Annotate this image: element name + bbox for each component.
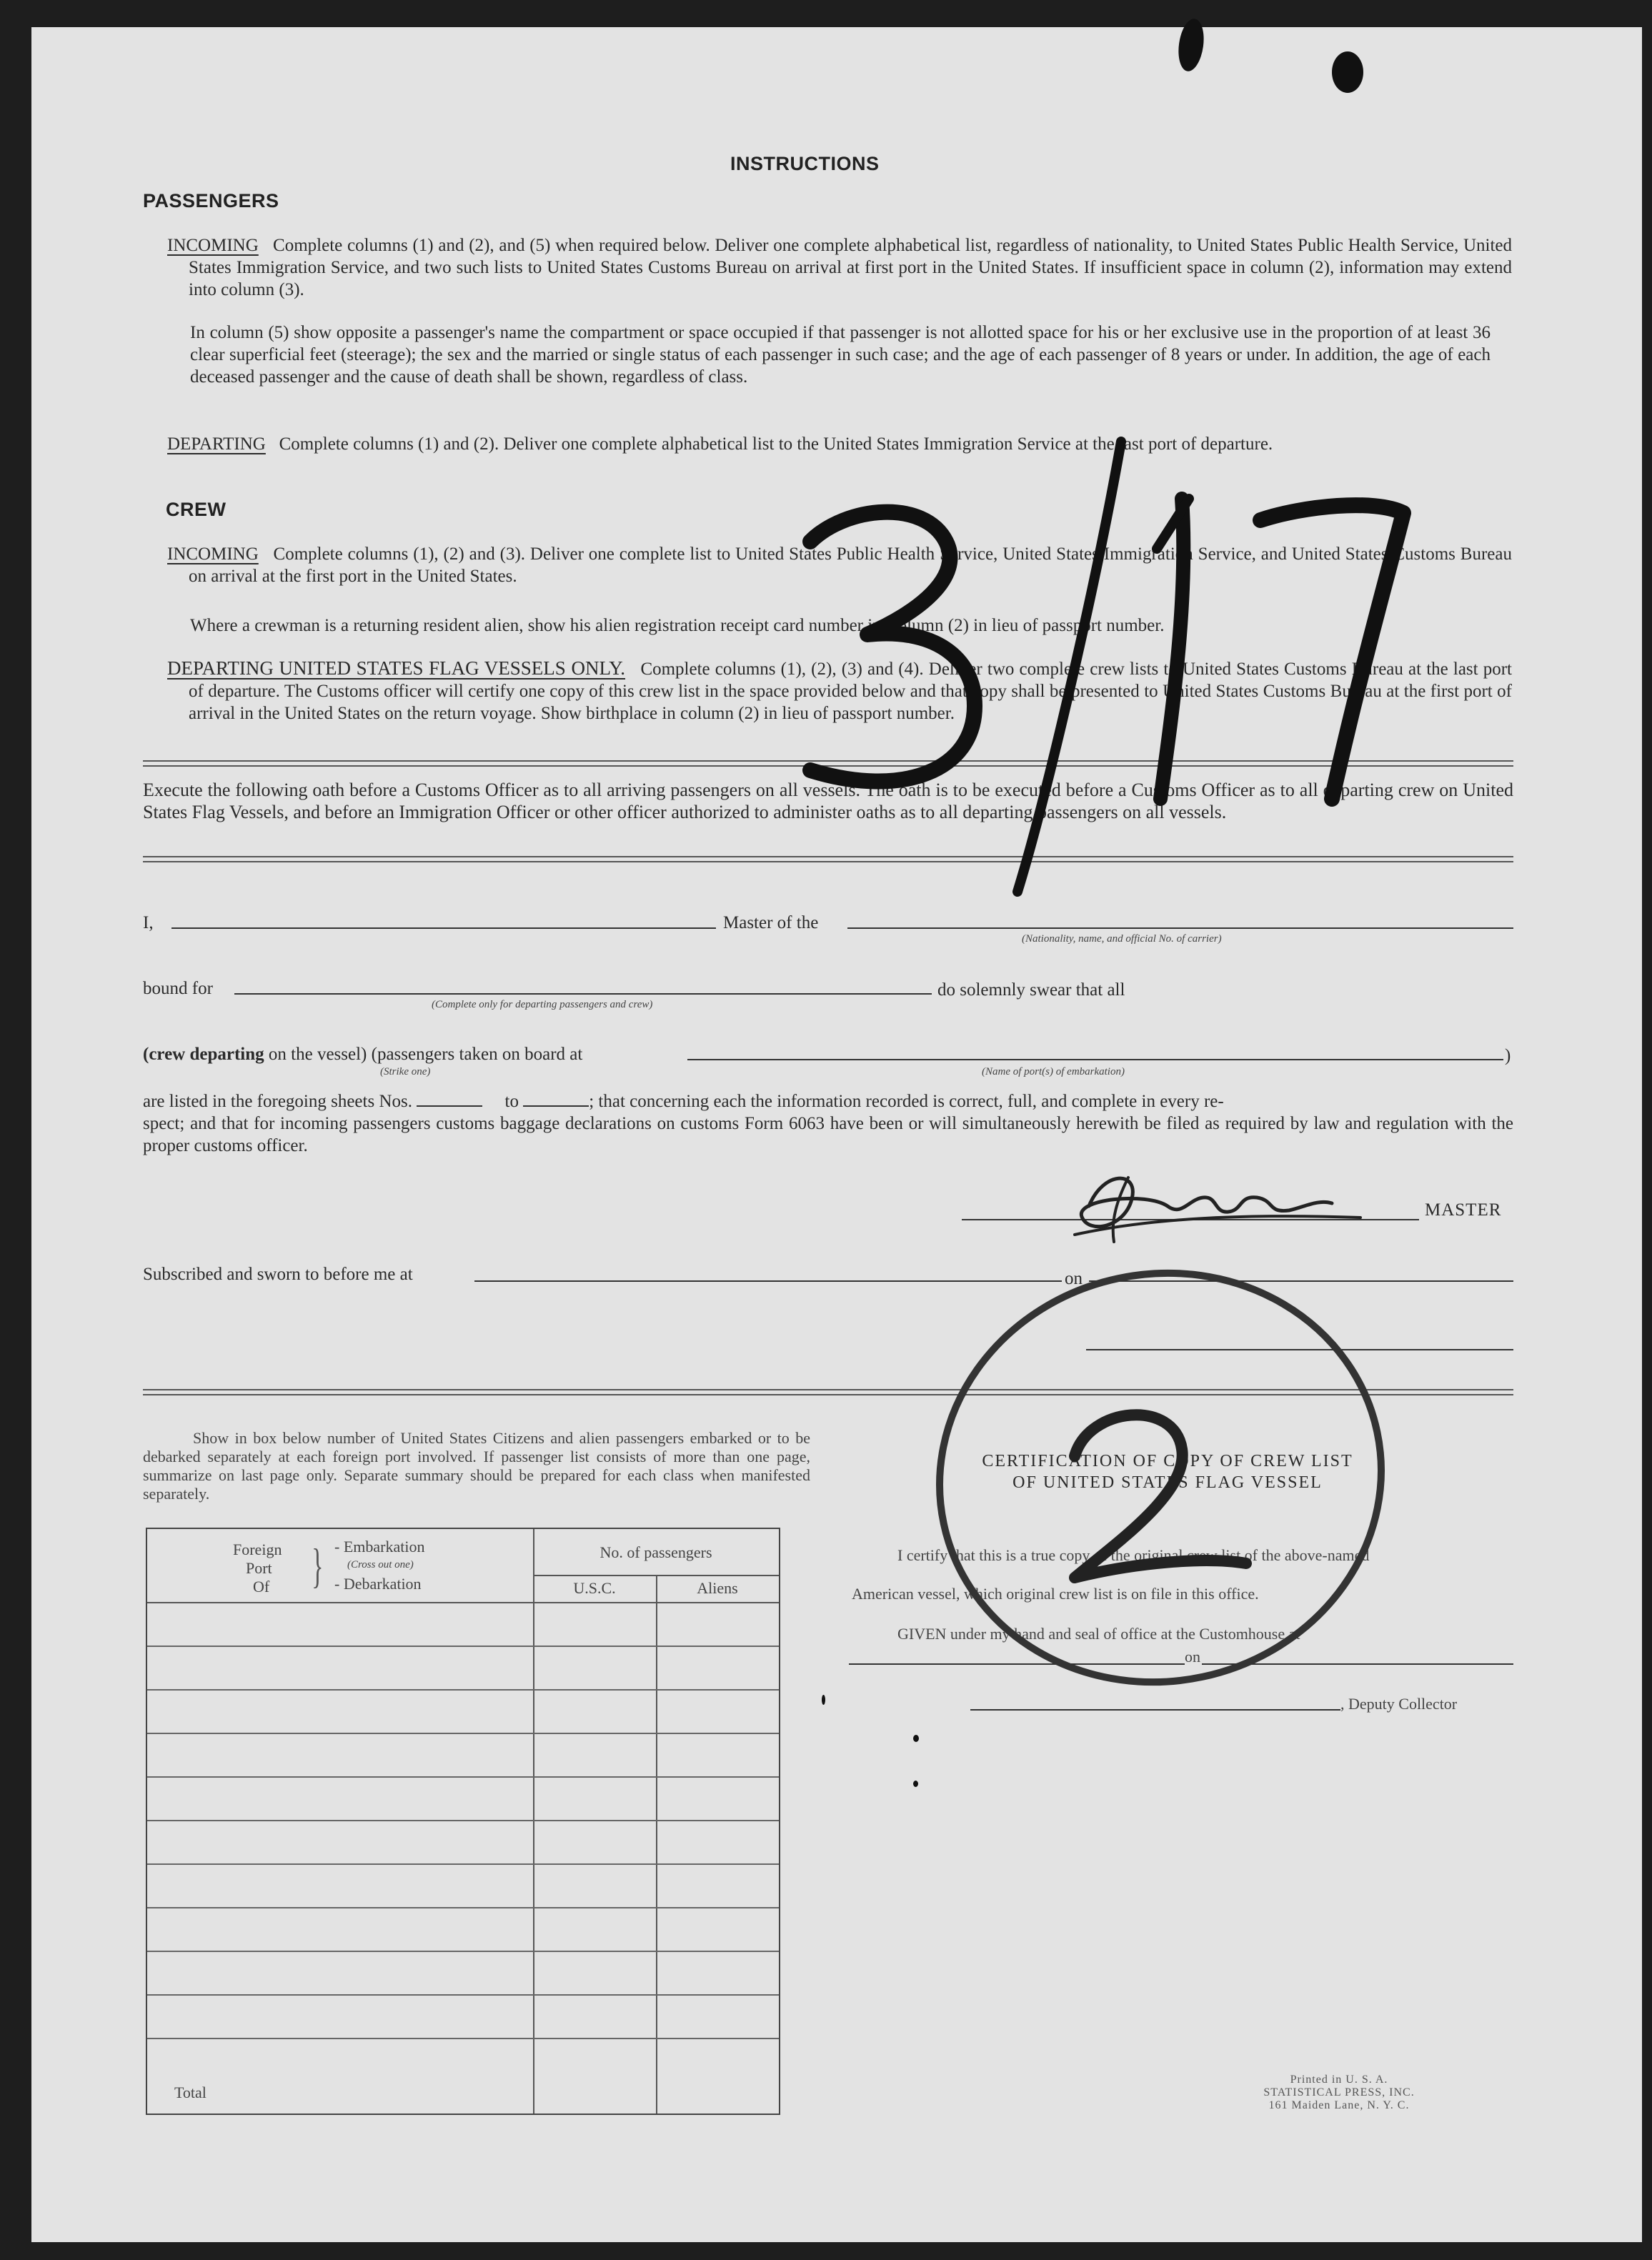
sheet-to-field[interactable] <box>523 1105 589 1107</box>
certification-title-2: OF UNITED STATES FLAG VESSEL <box>1012 1473 1323 1492</box>
certification-title-1: CERTIFICATION OF COPY OF CREW LIST <box>982 1452 1353 1470</box>
bound-for-caption: (Complete only for departing passengers and crew) <box>432 999 653 1010</box>
deputy-collector-label: , Deputy Collector <box>1340 1695 1458 1713</box>
table-usc-cell[interactable] <box>534 1821 656 1863</box>
passengers-departing-text: Complete columns (1) and (2). Deliver one complete alphabetical list to the United States Immigration Service at the last port of departure. <box>279 434 1273 454</box>
table-aliens-cell[interactable] <box>657 1691 779 1733</box>
crew-departing-text: (crew departing <box>143 1045 264 1064</box>
close-paren: ) <box>1505 1046 1511 1065</box>
printer-line-2: STATISTICAL PRESS, INC. <box>1263 2086 1415 2099</box>
table-row <box>147 1865 779 1908</box>
punch-mark-right <box>1332 51 1363 93</box>
table-port-cell[interactable] <box>147 1778 533 1820</box>
cross-out-caption: (Cross out one) <box>347 1559 414 1570</box>
on-vessel-text: on the vessel) (passengers taken on board at <box>268 1045 583 1064</box>
table-port-cell[interactable] <box>147 1865 533 1907</box>
total-label: Total <box>174 2084 206 2101</box>
listed-text-b: ; that concerning each the information recorded is correct, full, and complete in every re- <box>589 1092 1224 1111</box>
listed-line-1 <box>143 1090 1513 1112</box>
debarkation-label: - Debarkation <box>334 1575 422 1593</box>
passengers-incoming-text: Complete columns (1) and (2), and (5) when required below. Deliver one complete alphabetical list, regardless of nationality, to United States Public Health Service, United States Immigration Service, and two such lists to United States Customs Bureau on arrival at first port in the United States. If insufficient space in column (2), information may extend into column (3). <box>189 236 1513 299</box>
table-port-cell[interactable] <box>147 1647 533 1689</box>
listed-to: to <box>504 1092 519 1111</box>
ports-field[interactable] <box>687 1059 1503 1060</box>
table-usc-cell[interactable] <box>534 1908 656 1951</box>
table-row <box>147 1734 779 1778</box>
subscribed-on-label: on <box>1065 1269 1083 1288</box>
listed-text-a: are listed in the foregoing sheets Nos. <box>143 1092 412 1111</box>
certification-on-label: on <box>1185 1648 1200 1666</box>
printer-line-1: Printed in U. S. A. <box>1290 2074 1388 2086</box>
crew-departing-option[interactable] <box>143 1043 582 1065</box>
table-aliens-cell[interactable] <box>657 1908 779 1951</box>
aliens-label: Aliens <box>697 1579 738 1597</box>
bound-for-label: bound for <box>143 979 213 998</box>
printer-line-3: 161 Maiden Lane, N. Y. C. <box>1268 2099 1410 2111</box>
certify-line-1: I certify that this is a true copy of the original crew list of the above-named <box>897 1546 1370 1564</box>
table-port-cell[interactable] <box>147 1603 533 1646</box>
given-line: GIVEN under my hand and seal of office at the Customhouse at <box>897 1625 1300 1643</box>
crew-resident-paragraph: Where a crewman is a returning resident alien, show his alien registration receipt card number in Column (2) in lieu of passport number. <box>190 616 1165 635</box>
table-aliens-cell[interactable] <box>657 1603 779 1646</box>
table-usc-cell[interactable] <box>534 1865 656 1907</box>
table-usc-cell[interactable] <box>534 1647 656 1689</box>
brace-icon: } <box>312 1538 324 1593</box>
usc-label: U.S.C. <box>573 1579 616 1597</box>
punch-mark-left <box>1175 17 1207 73</box>
table-port-cell[interactable] <box>147 1691 533 1733</box>
table-row <box>147 1996 779 2039</box>
speck <box>913 1735 919 1742</box>
table-row <box>147 1603 779 1647</box>
sheet-from-field[interactable] <box>417 1105 482 1107</box>
master-name-field[interactable] <box>171 927 716 929</box>
instructions-title: INSTRUCTIONS <box>730 153 880 174</box>
table-port-cell[interactable] <box>147 1908 533 1951</box>
subscribed-label: Subscribed and sworn to before me at <box>143 1265 413 1284</box>
printer-imprint <box>1232 2074 1446 2112</box>
handwritten-page-number <box>760 399 1461 942</box>
passengers-incoming-label: INCOMING <box>167 236 259 255</box>
summary-note: Show in box below number of United States Citizens and alien passengers embarked or to be debarked separately at each foreign port involved. If passenger list consists of more than one page, summarize on last page only. Separate summary should be prepared for each class when manifested separately. <box>143 1429 810 1503</box>
master-of-label: Master of the <box>723 913 819 932</box>
table-header-rule <box>533 1575 779 1576</box>
listed-line-2: spect; and that for incoming passengers customs baggage declarations on customs Form 6063 have been or will simultaneously herewith be filed as required by law and regulation with the proper customs officer. <box>143 1114 1513 1155</box>
document-page <box>31 27 1642 2242</box>
passengers-incoming-paragraph <box>167 234 1512 301</box>
foreign-label: Foreign <box>233 1540 282 1558</box>
passengers-departing-label: DEPARTING <box>167 434 266 454</box>
table-row <box>147 1908 779 1952</box>
port-label: Port <box>246 1559 272 1577</box>
table-aliens-cell[interactable] <box>657 1996 779 2038</box>
passengers-heading: PASSENGERS <box>143 190 279 211</box>
bound-for-field[interactable] <box>234 993 932 995</box>
passengers-column5-paragraph: In column (5) show opposite a passenger's name the compartment or space occupied if that passenger is not allotted space for his or her exclusive use in the proportion of at least 36 clear superficial feet (steerage); the sex and the married or single status of each passenger in such case; and the age of each passenger of 8 years or under. In addition, the age of each deceased passenger and the cause of death shall be shown, regardless of class. <box>190 323 1491 387</box>
ports-caption: (Name of port(s) of embarkation) <box>982 1066 1125 1077</box>
table-aliens-cell[interactable] <box>657 1647 779 1689</box>
of-label: Of <box>253 1578 270 1596</box>
handwritten-circled-number <box>903 1242 1418 1713</box>
table-usc-cell[interactable] <box>534 1778 656 1820</box>
table-usc-cell[interactable] <box>534 1952 656 1994</box>
table-aliens-cell[interactable] <box>657 1734 779 1776</box>
master-signature <box>1060 1156 1375 1249</box>
table-usc-cell[interactable] <box>534 1734 656 1776</box>
strike-one-caption: (Strike one) <box>380 1066 431 1077</box>
table-usc-cell[interactable] <box>534 1691 656 1733</box>
table-aliens-cell[interactable] <box>657 1952 779 1994</box>
table-row <box>147 1647 779 1691</box>
table-aliens-cell[interactable] <box>657 1778 779 1820</box>
speck <box>822 1695 825 1705</box>
table-port-cell[interactable] <box>147 1821 533 1863</box>
speck <box>913 1781 918 1787</box>
passenger-summary-table <box>146 1528 780 2115</box>
crew-incoming-text: Complete columns (1), (2) and (3). Deliver one complete list to United States Public Health Service, United States Immigration Service, and United States Customs Bureau on arrival at the first port in the United States. <box>189 544 1512 586</box>
table-usc-cell[interactable] <box>534 1996 656 2038</box>
crew-departing-text: Complete columns (1), (2), (3) and (4). Deliver two complete crew lists to United States Customs Bureau at the last port of departure. The Customs officer will certify one copy of this crew list in the space provided below and that copy shall be presented to United States Customs Bureau at the first port of arrival in the United States on the return voyage. Show birthplace in column (2) in lieu of passport number. <box>189 659 1513 723</box>
embarkation-label: - Embarkation <box>334 1538 425 1555</box>
carrier-caption: (Nationality, name, and official No. of carrier) <box>1022 933 1222 945</box>
crew-incoming-label: INCOMING <box>167 544 259 564</box>
table-usc-cell[interactable] <box>534 1603 656 1646</box>
no-passengers-label: No. of passengers <box>599 1543 712 1561</box>
table-row <box>147 1691 779 1734</box>
swear-label: do solemnly swear that all <box>937 980 1125 1000</box>
table-aliens-cell[interactable] <box>657 1821 779 1863</box>
table-port-cell[interactable] <box>147 1996 533 2038</box>
table-aliens-cell[interactable] <box>657 1865 779 1907</box>
crew-departing-label: DEPARTING UNITED STATES FLAG VESSELS ONLY. <box>167 657 626 679</box>
certify-line-2: American vessel, which original crew list is on file in this office. <box>852 1585 1259 1603</box>
master-label: MASTER <box>1425 1200 1502 1220</box>
oath-intro: Execute the following oath before a Customs Officer as to all arriving passengers on all vessels. The oath is to be executed before a Customs Officer as to all departing crew on United States Flag Vessels, and before an Immigration Officer or other officer authorized to administer oaths as to all departing passengers on all vessels. <box>143 780 1513 822</box>
table-port-cell[interactable] <box>147 1952 533 1994</box>
crew-heading: CREW <box>166 499 227 520</box>
oath-i-label: I, <box>143 913 154 932</box>
table-port-cell[interactable] <box>147 1734 533 1776</box>
table-row <box>147 1778 779 1821</box>
table-row <box>147 1821 779 1865</box>
table-row <box>147 1952 779 1996</box>
